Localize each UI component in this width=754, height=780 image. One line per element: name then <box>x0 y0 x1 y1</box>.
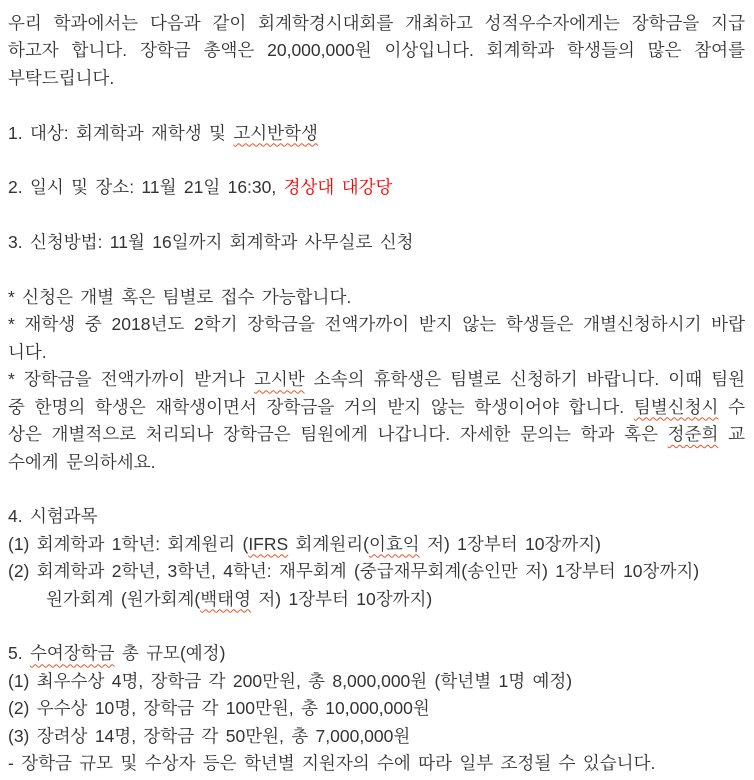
document-line <box>8 284 745 311</box>
text-segment: 2. 일시 및 장소: 11월 21일 16:30, <box>8 177 284 198</box>
text-segment: 교 <box>718 424 745 445</box>
red-text-segment: 경상대 대강당 <box>283 177 393 198</box>
document-line <box>8 449 745 476</box>
text-segment: * 재학생 중 2018년도 2학기 장학금을 전액가까이 받지 않는 학생들은 개별신청하시기 바랍 <box>8 314 745 335</box>
text-segment: (1) 회계학과 1학년: 회계원리 ( <box>8 533 249 554</box>
document-line <box>8 120 745 147</box>
text-segment: 하고자 합니다. 장학금 총액은 20,000,000원 이상입니다. 회계학과 학생들의 많은 참여를 <box>8 40 745 61</box>
text-segment: * 신청은 개별 혹은 팀별로 접수 가능합니다. <box>8 287 352 308</box>
text-segment: 3. 신청방법: 11월 16일까지 회계학과 사무실로 신청 <box>8 232 414 253</box>
blank-line <box>8 147 745 174</box>
misspelled-word: 수여장학금 <box>29 643 115 664</box>
misspelled-word: 고시반학생 <box>233 122 318 143</box>
text-segment: 저) 1장부터 10장까지) <box>419 533 601 554</box>
blank-line <box>8 202 745 229</box>
document-line <box>8 229 745 256</box>
misspelled-word: 고시반 <box>253 369 305 390</box>
document-line <box>8 558 745 585</box>
text-segment: 우리 학과에서는 다음과 같이 회계학경시대회를 개최하고 성적우수자에게는 장학금을 지급 <box>8 13 745 33</box>
blank-line <box>8 476 745 503</box>
document-line <box>8 586 745 613</box>
text-segment: (3) 장려상 14명, 장학금 각 50만원, 총 7,000,000원 <box>8 725 411 746</box>
text-segment: 원가회계 (원가회계( <box>46 588 201 609</box>
text-segment: 중 한명의 학생은 재학생이면서 장학금을 거의 받지 않는 학생이어야 합니다. <box>8 396 634 417</box>
text-segment: 5. <box>8 643 30 664</box>
misspelled-word: 백태영 <box>200 588 251 609</box>
text-segment: 1. 대상: 회계학과 재학생 및 <box>8 122 234 143</box>
text-segment: 부탁드립니다. <box>8 67 115 88</box>
misspelled-word: 이효익 <box>369 533 420 554</box>
blank-line <box>8 92 745 119</box>
text-segment: (1) 최우수상 4명, 장학금 각 200만원, 총 8,000,000원 (학년별 1명 예정) <box>8 670 573 691</box>
document-line <box>8 394 745 421</box>
document-line <box>8 503 745 530</box>
text-segment: * 장학금을 전액가까이 받거나 <box>8 369 254 390</box>
document-line <box>8 37 745 64</box>
text-segment: 총 규모(예정) <box>114 643 226 664</box>
text-segment: (2) 회계학과 2학년, 3학년, 4학년: 재무회계 (중급재무회계(송인만 저) 1장부터 10장까지) <box>8 561 700 582</box>
text-segment: 니다. <box>8 341 47 362</box>
document-line <box>8 640 745 667</box>
document-line <box>8 531 745 558</box>
blank-line <box>8 613 745 640</box>
text-segment: 저) 1장부터 10장까지) <box>250 588 433 609</box>
document-line <box>8 366 745 393</box>
document-line <box>8 311 745 338</box>
document-line <box>8 668 745 695</box>
document-line <box>8 65 745 92</box>
text-segment: 4. 시험과목 <box>8 506 98 527</box>
text-segment: 회계원리( <box>288 533 369 554</box>
misspelled-word: 팀별신청시 <box>633 396 719 417</box>
document-line <box>8 421 745 448</box>
text-segment: 수 <box>718 396 745 417</box>
blank-line <box>8 257 745 284</box>
document-line <box>8 723 745 750</box>
text-segment: - 장학금 규모 및 수상자 등은 학년별 지원자의 수에 따라 일부 조정될 수 있습니다. <box>8 752 656 773</box>
document-line <box>8 695 745 722</box>
document-line <box>8 10 745 37</box>
misspelled-word: IFRS <box>248 533 289 554</box>
text-segment: (2) 우수상 10명, 장학금 각 100만원, 총 10,000,000원 <box>8 698 430 719</box>
misspelled-word: 정준희 <box>667 424 719 445</box>
document-line <box>8 339 745 366</box>
document-line <box>8 174 745 201</box>
text-segment: 소속의 휴학생은 팀별로 신청하기 바랍니다. 이때 팀원 <box>304 369 745 390</box>
document-line <box>8 750 745 777</box>
text-segment: 상은 개별적으로 처리되나 장학금은 팀원에게 나갑니다. 자세한 문의는 학과 혹은 <box>8 424 668 445</box>
text-segment: 수에게 문의하세요. <box>8 451 156 472</box>
